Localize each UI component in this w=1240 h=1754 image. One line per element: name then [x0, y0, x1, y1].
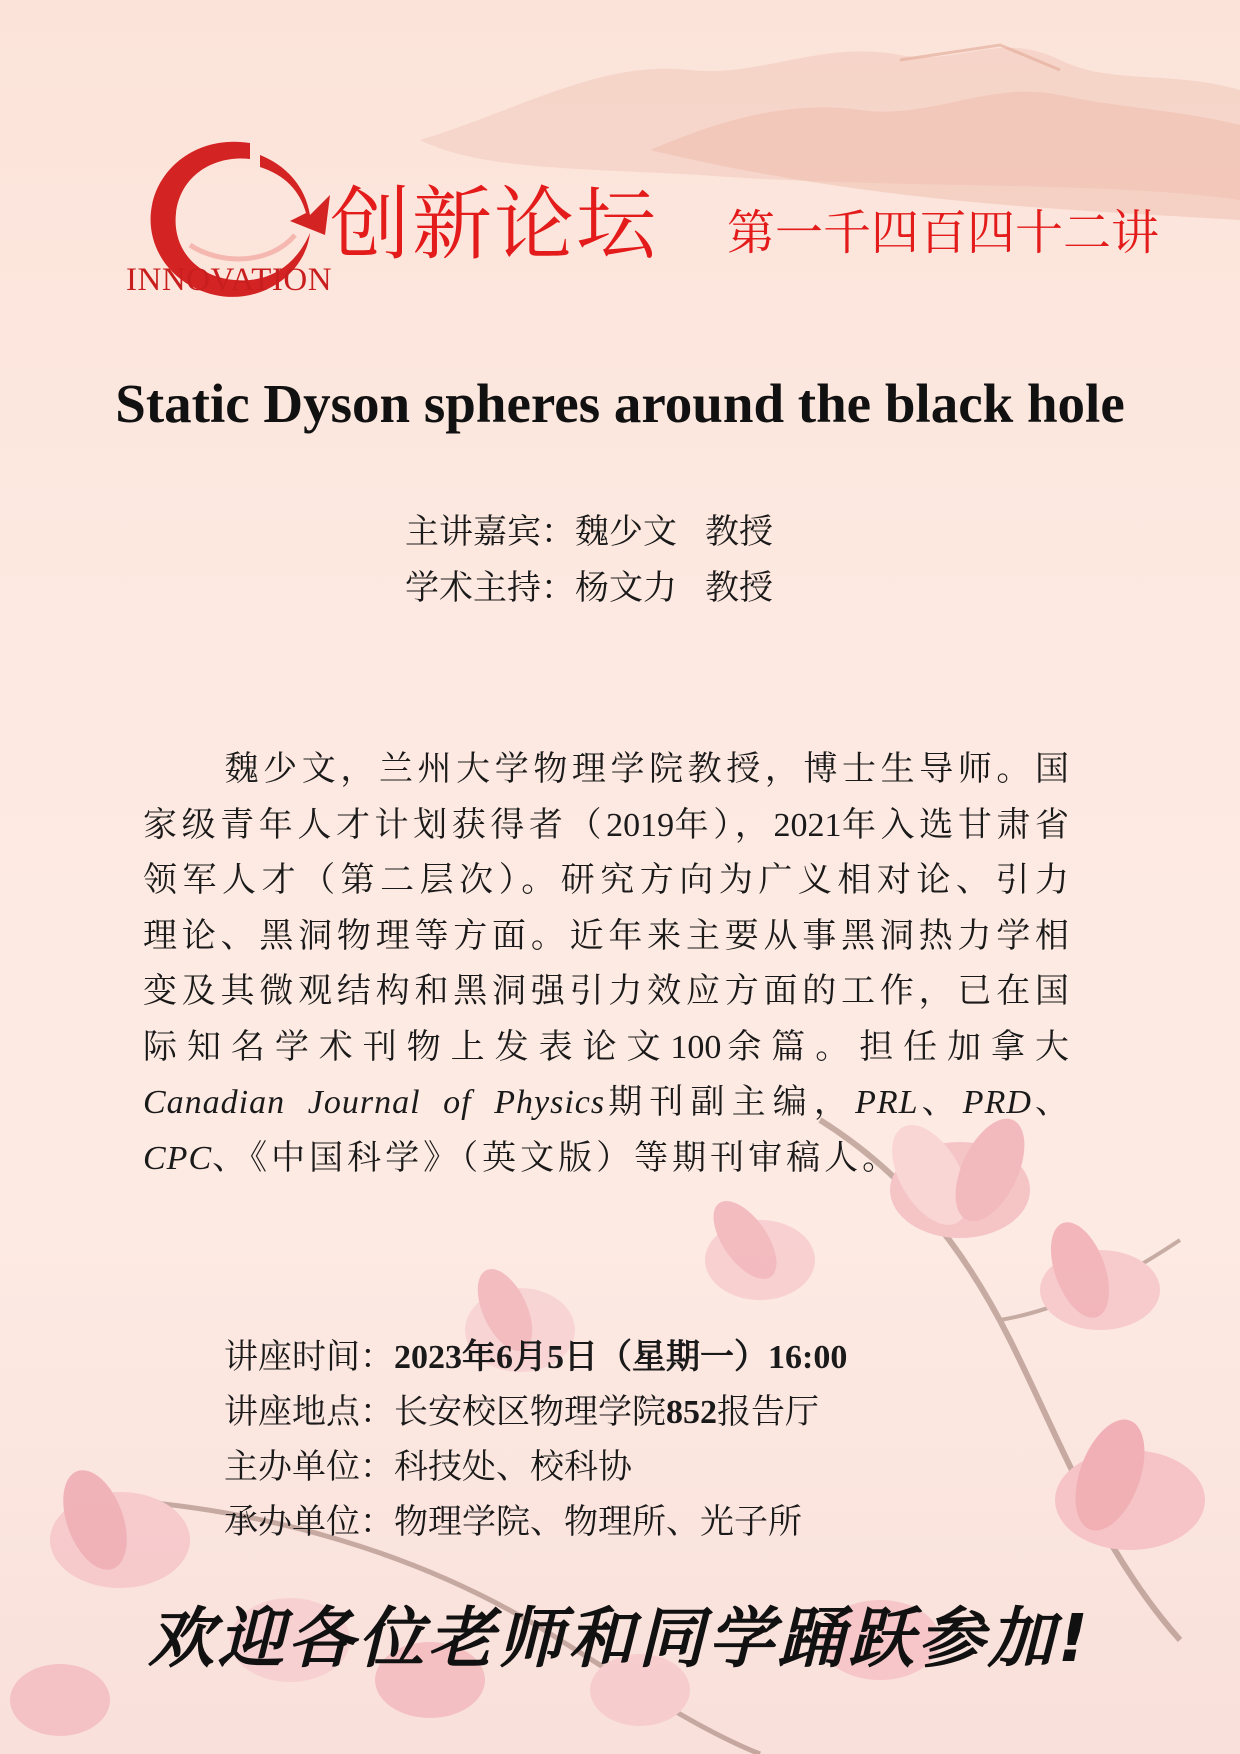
- speaker-row: [405, 504, 773, 560]
- lecture-place-suffix: 报告厅: [717, 1392, 819, 1432]
- bio-journal-prd: PRD: [962, 1084, 1032, 1121]
- host-row: [405, 560, 773, 616]
- bio-paragraph: [143, 742, 1073, 1186]
- bio-text-2: 年），: [674, 804, 774, 845]
- lecture-time-row: [224, 1330, 847, 1385]
- bio-journal-cpc: CPC: [143, 1139, 213, 1177]
- lecture-place-label: 讲座地点：长安校区物理学院: [224, 1392, 666, 1432]
- speaker-bio: [143, 742, 1073, 1186]
- speaker-label: 主讲嘉宾：魏少文: [405, 512, 677, 552]
- lecture-time-label: 讲座时间：: [224, 1337, 394, 1377]
- speaker-title: 教授: [705, 512, 773, 552]
- host-unit-row: 承办单位：物理学院、物理所、光子所: [224, 1502, 802, 1542]
- bio-text-3: 年入选甘肃省领军人才（第二层次）。研究方向为广义相对论、引力理论、黑洞物理等方面。近年来主要从事黑洞热力学相变及其微观结构和黑洞强引力效应方面的工作，已在国际知名学术刊物上发表论文: [143, 804, 1074, 1067]
- bio-journal-name: Canadian Journal of Physics: [143, 1084, 606, 1121]
- bio-text-4: 余篇。担任加拿大: [721, 1026, 1074, 1067]
- host-label: 学术主持：杨文力: [405, 568, 677, 608]
- host-title: 教授: [705, 568, 773, 608]
- bio-text-5: 期刊副主编，: [605, 1082, 856, 1122]
- people-block: [405, 504, 773, 616]
- bio-year-1: 2019: [606, 806, 675, 844]
- bio-text-1: 魏少文，兰州大学物理学院教授，博士生导师。国家级青年人才计划获得者（: [143, 749, 1073, 845]
- bio-year-2: 2021: [773, 806, 842, 844]
- lecture-info: [224, 1330, 847, 1550]
- bio-text-6: 、《中国科学》（英文版）等期刊审稿人。: [212, 1137, 901, 1178]
- bio-sep-2: 、: [1031, 1082, 1074, 1122]
- organizer-row: 主办单位：科技处、校科协: [224, 1447, 632, 1487]
- talk-title: Static Dyson spheres around the black hole: [115, 373, 1125, 434]
- lecture-number: 第一千四百四十二讲: [727, 205, 1160, 261]
- bio-journal-prl: PRL: [855, 1084, 919, 1121]
- bio-paper-count: 100: [670, 1028, 722, 1066]
- logo-text: INNOVATION: [126, 262, 333, 298]
- lecture-place-room: 852: [666, 1394, 717, 1431]
- forum-title: 创新论坛: [330, 178, 658, 271]
- welcome-message: 欢迎各位老师和同学踊跃参加!: [147, 1600, 1093, 1677]
- bio-sep-1: 、: [918, 1082, 963, 1122]
- lecture-place-row: [224, 1385, 847, 1440]
- lecture-time-value: 2023年6月5日（星期一）16:00: [394, 1339, 848, 1376]
